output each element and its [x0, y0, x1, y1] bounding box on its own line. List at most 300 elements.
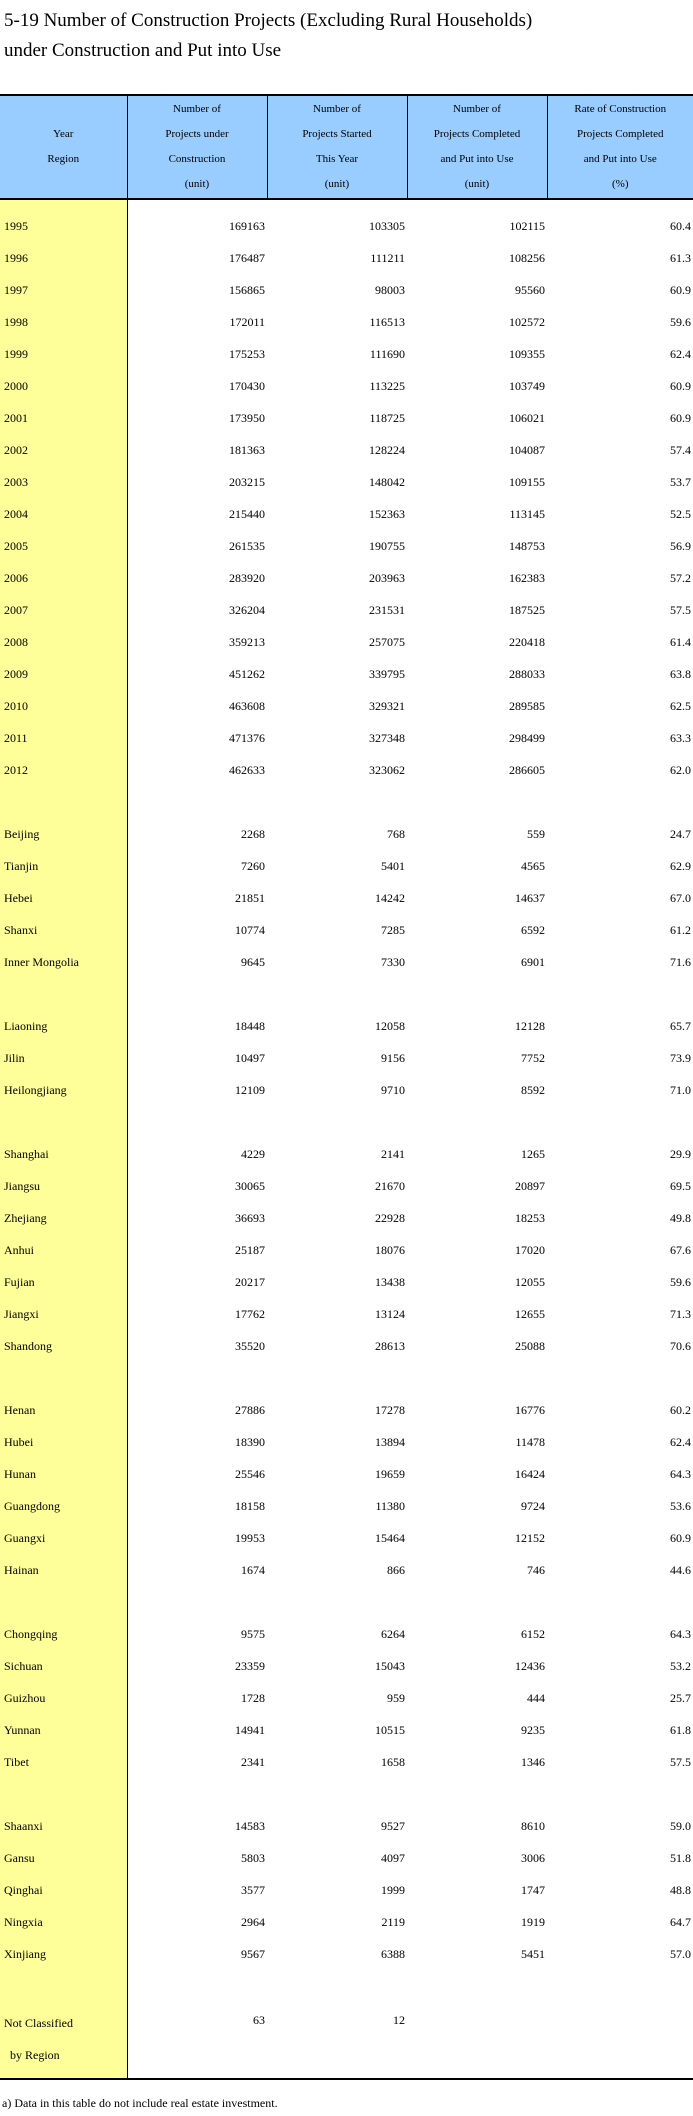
row-label: 2007	[0, 593, 127, 625]
spacer-cell	[407, 1105, 547, 1137]
spacer-label-cell	[0, 1969, 127, 2001]
row-value: 62.9	[670, 859, 691, 873]
row-value: 53.6	[670, 1499, 691, 1513]
spacer-cell	[407, 1585, 547, 1617]
row-value: 9567	[241, 1947, 265, 1961]
row-value: 172011	[229, 315, 265, 329]
row-value: 169163	[229, 219, 265, 233]
row-value: 6388	[381, 1947, 405, 1961]
row-value: 463608	[229, 699, 265, 713]
table-row	[0, 1041, 693, 1073]
table-row	[0, 1937, 693, 1969]
table-row	[0, 241, 693, 273]
table-row	[0, 1873, 693, 1905]
table-row	[0, 1137, 693, 1169]
row-value: 12436	[515, 1659, 545, 1673]
empty-cell	[547, 2001, 693, 2079]
table-row-not-classified	[0, 2001, 693, 2079]
row-value: 16776	[515, 1403, 545, 1417]
row-label: Chongqing	[0, 1617, 127, 1649]
row-value: 176487	[229, 251, 265, 265]
spacer-cell	[407, 977, 547, 1009]
row-value: 17762	[235, 1307, 265, 1321]
row-value: 6152	[521, 1627, 545, 1641]
row-value: 28613	[375, 1339, 405, 1353]
spacer-row	[0, 1777, 693, 1809]
table-row	[0, 721, 693, 753]
row-value: 63.3	[670, 731, 691, 745]
row-value: 25.7	[670, 1691, 691, 1705]
row-value: 61.2	[670, 923, 691, 937]
row-value: 102115	[509, 219, 545, 233]
row-value: 1728	[241, 1691, 265, 1705]
row-value: 9575	[241, 1627, 265, 1641]
row-value: 24.7	[670, 827, 691, 841]
row-label: 2001	[0, 401, 127, 433]
row-value: 9235	[521, 1723, 545, 1737]
row-label: Gansu	[0, 1841, 127, 1873]
row-label: 2006	[0, 561, 127, 593]
row-label: Tibet	[0, 1745, 127, 1777]
row-value: 7260	[241, 859, 265, 873]
row-value: 71.3	[670, 1307, 691, 1321]
spacer-row	[0, 1585, 693, 1617]
row-value: 71.0	[670, 1083, 691, 1097]
row-value: 59.6	[670, 1275, 691, 1289]
spacer-cell	[267, 1105, 407, 1137]
row-value: 3577	[241, 1883, 265, 1897]
row-value: 49.8	[670, 1211, 691, 1225]
row-value: 62.5	[670, 699, 691, 713]
row-label: Tianjin	[0, 849, 127, 881]
row-value: 323062	[369, 763, 405, 777]
row-value: 95560	[515, 283, 545, 297]
row-value: 15043	[375, 1659, 405, 1673]
table-title	[4, 6, 532, 66]
spacer-cell	[407, 1361, 547, 1393]
table-row	[0, 1425, 693, 1457]
row-label: Shandong	[0, 1329, 127, 1361]
table-row	[0, 689, 693, 721]
row-value: 6264	[381, 1627, 405, 1641]
row-value: 21851	[235, 891, 265, 905]
spacer-cell	[267, 785, 407, 817]
row-label: 2004	[0, 497, 127, 529]
row-label: 2000	[0, 369, 127, 401]
row-value: 57.2	[670, 571, 691, 585]
row-label: Xinjiang	[0, 1937, 127, 1969]
table-row	[0, 753, 693, 785]
title-line-1: 5-19 Number of Construction Projects (Excluding Rural Households)	[4, 10, 533, 31]
row-value: 9527	[381, 1819, 405, 1833]
not-classified-label-line-1: Not Classified	[4, 2016, 73, 2030]
row-value: 327348	[369, 731, 405, 745]
row-label: 1999	[0, 337, 127, 369]
row-value: 102572	[509, 315, 545, 329]
row-value: 2964	[241, 1915, 265, 1929]
row-value: 746	[527, 1563, 545, 1577]
row-value: 173950	[229, 411, 265, 425]
row-value: 12058	[375, 1019, 405, 1033]
row-value: 63.8	[670, 667, 691, 681]
row-label: Yunnan	[0, 1713, 127, 1745]
table-row	[0, 1713, 693, 1745]
table-row	[0, 465, 693, 497]
spacer-label-cell	[0, 1777, 127, 1809]
row-value: 10774	[235, 923, 265, 937]
row-value: 359213	[229, 635, 265, 649]
row-label: Heilongjiang	[0, 1073, 127, 1105]
table-row	[0, 369, 693, 401]
row-value: 56.9	[670, 539, 691, 553]
row-value: 4097	[381, 1851, 405, 1865]
row-value: 444	[527, 1691, 545, 1705]
table-row	[0, 529, 693, 561]
row-value: 23359	[235, 1659, 265, 1673]
row-value: 261535	[229, 539, 265, 553]
row-value: 13124	[375, 1307, 405, 1321]
row-value: 104087	[509, 443, 545, 457]
table-row	[0, 497, 693, 529]
spacer-label-cell	[0, 1585, 127, 1617]
row-value: 27886	[235, 1403, 265, 1417]
spacer-cell	[547, 1585, 693, 1617]
row-label: Shaanxi	[0, 1809, 127, 1841]
row-label: Zhejiang	[0, 1201, 127, 1233]
spacer-cell	[127, 1585, 267, 1617]
row-value: 64.3	[670, 1627, 691, 1641]
row-label: Ningxia	[0, 1905, 127, 1937]
row-value: 14583	[235, 1819, 265, 1833]
row-value: 63	[127, 2001, 267, 2079]
spacer-cell	[267, 1777, 407, 1809]
row-value: 5451	[521, 1947, 545, 1961]
spacer-cell	[547, 1361, 693, 1393]
row-value: 559	[527, 827, 545, 841]
row-value: 2341	[241, 1755, 265, 1769]
row-value: 175253	[229, 347, 265, 361]
table-row	[0, 1649, 693, 1681]
row-value: 215440	[229, 507, 265, 521]
row-value: 8610	[521, 1819, 545, 1833]
row-value: 52.5	[670, 507, 691, 521]
table-row	[0, 1265, 693, 1297]
spacer-cell	[267, 1585, 407, 1617]
row-value: 451262	[229, 667, 265, 681]
row-value: 16424	[515, 1467, 545, 1481]
row-value: 64.3	[670, 1467, 691, 1481]
spacer-cell	[267, 977, 407, 1009]
table-row	[0, 1841, 693, 1873]
row-value: 48.8	[670, 1883, 691, 1897]
table-row	[0, 1745, 693, 1777]
row-value: 57.5	[670, 1755, 691, 1769]
row-value: 7752	[521, 1051, 545, 1065]
row-label: Liaoning	[0, 1009, 127, 1041]
row-value: 257075	[369, 635, 405, 649]
row-label: Jiangsu	[0, 1169, 127, 1201]
row-value: 286605	[509, 763, 545, 777]
row-value: 18253	[515, 1211, 545, 1225]
table-row	[0, 305, 693, 337]
row-value: 10515	[375, 1723, 405, 1737]
table-row	[0, 561, 693, 593]
row-label: Jilin	[0, 1041, 127, 1073]
spacer-cell	[407, 1777, 547, 1809]
table-row	[0, 1521, 693, 1553]
row-value: 25546	[235, 1467, 265, 1481]
row-value: 59.0	[670, 1819, 691, 1833]
spacer-cell	[547, 1777, 693, 1809]
row-value: 22928	[375, 1211, 405, 1225]
row-value: 128224	[369, 443, 405, 457]
spacer-cell	[127, 785, 267, 817]
row-value: 283920	[229, 571, 265, 585]
empty-cell	[407, 2001, 547, 2079]
row-value: 67.6	[670, 1243, 691, 1257]
table-row	[0, 433, 693, 465]
row-value: 289585	[509, 699, 545, 713]
row-value: 3006	[521, 1851, 545, 1865]
row-value: 60.2	[670, 1403, 691, 1417]
row-value: 148753	[509, 539, 545, 553]
row-value: 13894	[375, 1435, 405, 1449]
row-label: Jiangxi	[0, 1297, 127, 1329]
header-year-region: Year Region	[0, 95, 127, 199]
row-value: 57.0	[670, 1947, 691, 1961]
row-value: 12655	[515, 1307, 545, 1321]
row-value: 9710	[381, 1083, 405, 1097]
row-value: 25187	[235, 1243, 265, 1257]
table-row	[0, 199, 693, 241]
row-value: 1919	[521, 1915, 545, 1929]
spacer-cell	[547, 977, 693, 1009]
row-value: 10497	[235, 1051, 265, 1065]
row-value: 1999	[381, 1883, 405, 1897]
row-value: 471376	[229, 731, 265, 745]
row-value: 70.6	[670, 1339, 691, 1353]
table-row	[0, 1489, 693, 1521]
row-value: 106021	[509, 411, 545, 425]
row-value: 1265	[521, 1147, 545, 1161]
spacer-row	[0, 785, 693, 817]
row-label: Sichuan	[0, 1649, 127, 1681]
row-value: 25088	[515, 1339, 545, 1353]
row-value: 231531	[369, 603, 405, 617]
row-value: 1747	[521, 1883, 545, 1897]
row-value: 11478	[515, 1435, 545, 1449]
row-value: 103305	[369, 219, 405, 233]
row-value: 170430	[229, 379, 265, 393]
row-value: 14242	[375, 891, 405, 905]
row-value: 116513	[369, 315, 405, 329]
table-body	[0, 199, 693, 2079]
row-value: 12	[267, 2001, 407, 2079]
row-value: 118725	[369, 411, 405, 425]
row-value: 109155	[509, 475, 545, 489]
row-value: 20897	[515, 1179, 545, 1193]
row-value: 61.8	[670, 1723, 691, 1737]
table-row	[0, 913, 693, 945]
row-value: 62.4	[670, 347, 691, 361]
row-value: 60.4	[670, 219, 691, 233]
spacer-row	[0, 1361, 693, 1393]
row-value: 69.5	[670, 1179, 691, 1193]
row-value: 17278	[375, 1403, 405, 1417]
row-value: 18076	[375, 1243, 405, 1257]
spacer-label-cell	[0, 1361, 127, 1393]
row-value: 7285	[381, 923, 405, 937]
row-value: 57.5	[670, 603, 691, 617]
row-value: 1674	[241, 1563, 265, 1577]
row-value: 156865	[229, 283, 265, 297]
spacer-cell	[547, 1105, 693, 1137]
row-value: 57.4	[670, 443, 691, 457]
row-label: 2009	[0, 657, 127, 689]
row-value: 36693	[235, 1211, 265, 1225]
spacer-cell	[547, 1969, 693, 2001]
row-label-not-classified	[0, 2001, 127, 2079]
spacer-cell	[127, 1777, 267, 1809]
row-value: 30065	[235, 1179, 265, 1193]
row-value: 339795	[369, 667, 405, 681]
row-value: 2268	[241, 827, 265, 841]
row-value: 12109	[235, 1083, 265, 1097]
spacer-cell	[547, 785, 693, 817]
row-value: 19659	[375, 1467, 405, 1481]
row-value: 162383	[509, 571, 545, 585]
spacer-label-cell	[0, 977, 127, 1009]
row-value: 44.6	[670, 1563, 691, 1577]
row-value: 5803	[241, 1851, 265, 1865]
table-row	[0, 1297, 693, 1329]
row-value: 73.9	[670, 1051, 691, 1065]
row-value: 64.7	[670, 1915, 691, 1929]
row-value: 98003	[375, 283, 405, 297]
table-row	[0, 1553, 693, 1585]
row-value: 203963	[369, 571, 405, 585]
row-value: 190755	[369, 539, 405, 553]
table-row	[0, 401, 693, 433]
row-label: Hainan	[0, 1553, 127, 1585]
row-label: 2010	[0, 689, 127, 721]
row-value: 61.4	[670, 635, 691, 649]
row-value: 62.0	[670, 763, 691, 777]
row-value: 220418	[509, 635, 545, 649]
row-label: 1997	[0, 273, 127, 305]
row-value: 60.9	[670, 1531, 691, 1545]
row-label: Guizhou	[0, 1681, 127, 1713]
row-value: 13438	[375, 1275, 405, 1289]
row-label: 2008	[0, 625, 127, 657]
header-projects-completed: Number of Projects Completed and Put into Use (unit)	[407, 95, 547, 199]
table-row	[0, 945, 693, 977]
row-value: 8592	[521, 1083, 545, 1097]
row-value: 462633	[229, 763, 265, 777]
row-value: 203215	[229, 475, 265, 489]
row-value: 53.7	[670, 475, 691, 489]
construction-projects-table	[0, 94, 693, 2080]
row-label: Guangdong	[0, 1489, 127, 1521]
spacer-row	[0, 977, 693, 1009]
row-value: 109355	[509, 347, 545, 361]
header-completion-rate: Rate of Construction Projects Completed and Put into Use (%)	[547, 95, 693, 199]
table-row	[0, 1329, 693, 1361]
row-value: 67.0	[670, 891, 691, 905]
spacer-cell	[127, 1105, 267, 1137]
spacer-cell	[407, 785, 547, 817]
row-value: 15464	[375, 1531, 405, 1545]
row-value: 1346	[521, 1755, 545, 1769]
row-label: Inner Mongolia	[0, 945, 127, 977]
row-value: 53.2	[670, 1659, 691, 1673]
row-value: 71.6	[670, 955, 691, 969]
row-value: 7330	[381, 955, 405, 969]
table-row	[0, 1681, 693, 1713]
row-value: 9724	[521, 1499, 545, 1513]
row-value: 329321	[369, 699, 405, 713]
row-value: 4565	[521, 859, 545, 873]
table-row	[0, 1233, 693, 1265]
row-value: 187525	[509, 603, 545, 617]
row-value: 21670	[375, 1179, 405, 1193]
table-row	[0, 881, 693, 913]
row-value: 14941	[235, 1723, 265, 1737]
spacer-cell	[267, 1969, 407, 2001]
table-row	[0, 1457, 693, 1489]
row-value: 14637	[515, 891, 545, 905]
table-row	[0, 1617, 693, 1649]
spacer-cell	[267, 1361, 407, 1393]
row-label: 2003	[0, 465, 127, 497]
row-value: 35520	[235, 1339, 265, 1353]
table-row	[0, 1073, 693, 1105]
row-value: 2119	[381, 1915, 405, 1929]
row-value: 29.9	[670, 1147, 691, 1161]
table-row	[0, 1809, 693, 1841]
table-row	[0, 625, 693, 657]
row-label: 2005	[0, 529, 127, 561]
row-value: 288033	[509, 667, 545, 681]
header-projects-under-construction: Number of Projects under Construction (unit)	[127, 95, 267, 199]
footnote: a) Data in this table do not include real estate investment.	[2, 2096, 278, 2110]
spacer-row	[0, 1105, 693, 1137]
row-value: 768	[387, 827, 405, 841]
table-row	[0, 1169, 693, 1201]
row-label: 1998	[0, 305, 127, 337]
row-value: 111211	[370, 251, 405, 265]
row-value: 60.9	[670, 411, 691, 425]
row-value: 65.7	[670, 1019, 691, 1033]
row-label: 1996	[0, 241, 127, 273]
row-label: Hunan	[0, 1457, 127, 1489]
row-value: 62.4	[670, 1435, 691, 1449]
table-row	[0, 593, 693, 625]
row-value: 51.8	[670, 1851, 691, 1865]
spacer-cell	[127, 1361, 267, 1393]
row-value: 113225	[369, 379, 405, 393]
row-label: 2002	[0, 433, 127, 465]
row-value: 60.9	[670, 283, 691, 297]
table-row	[0, 657, 693, 689]
row-value: 5401	[381, 859, 405, 873]
row-label: 1995	[0, 199, 127, 241]
table-row	[0, 1201, 693, 1233]
table-row	[0, 817, 693, 849]
table-row	[0, 1009, 693, 1041]
row-value: 18390	[235, 1435, 265, 1449]
title-line-2: under Construction and Put into Use	[4, 40, 282, 61]
